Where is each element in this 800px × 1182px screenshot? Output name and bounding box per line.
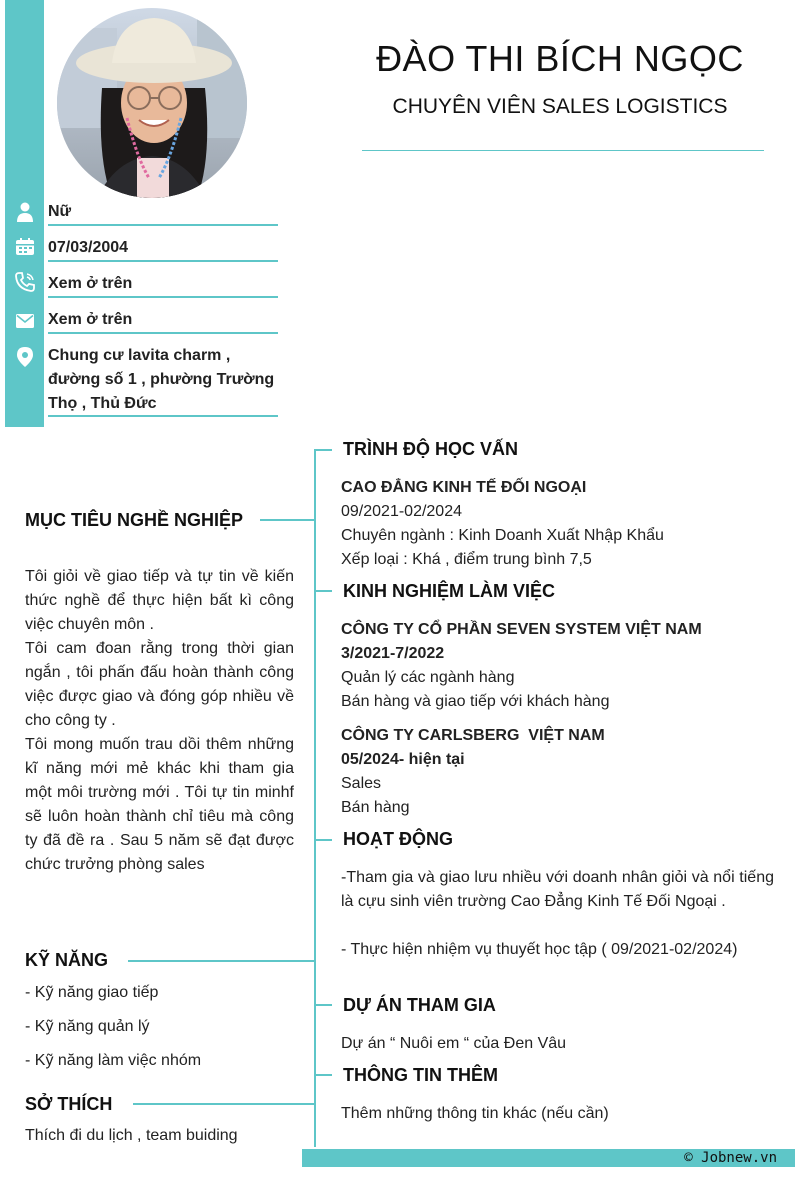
job-company: CÔNG TY CARLSBERG VIỆT NAM	[341, 727, 605, 744]
header-divider	[362, 150, 764, 151]
birthdate-value: 07/03/2004	[48, 239, 129, 256]
connector-education	[314, 449, 332, 451]
connector-additional	[314, 1074, 332, 1076]
education-grade: Xếp loại : Khá , điểm trung bình 7,5	[341, 551, 592, 568]
phone-icon	[14, 271, 36, 293]
job-description: Bán hàng	[341, 799, 410, 816]
experience-title: KINH NGHIỆM LÀM VIỆC	[343, 581, 556, 601]
job-description: Bán hàng và giao tiếp với khách hàng	[341, 693, 610, 710]
candidate-title: CHUYÊN VIÊN SALES LOGISTICS	[392, 95, 728, 118]
job-period: 05/2024- hiện tại	[341, 751, 465, 768]
footer-copyright[interactable]: © Jobnew.vn	[684, 1150, 777, 1166]
education-school: CAO ĐẲNG KINH TẾ ĐỐI NGOẠI	[341, 479, 587, 496]
address-value: Chung cư lavita charm , đường số 1 , phường Trường Thọ , Thủ Đức	[48, 347, 275, 412]
timeline-vertical-line	[314, 449, 316, 1147]
additional-title: THÔNG TIN THÊM	[343, 1065, 498, 1085]
gender-underline	[48, 224, 278, 226]
location-icon	[14, 346, 36, 368]
objective-paragraph-2: Tôi cam đoan rằng trong thời gian ngắn , tôi phấn đấu hoàn thành công việc được giao và đóng góp nhiều về cho công ty .	[25, 640, 294, 729]
job-description: Quản lý các ngành hàng	[341, 669, 515, 686]
hobbies-text: Thích đi du lịch , team buiding	[25, 1127, 238, 1144]
hobbies-title: SỞ THÍCH	[25, 1094, 113, 1114]
person-icon	[14, 201, 36, 223]
job-company: CÔNG TY CỔ PHẦN SEVEN SYSTEM VIỆT NAM	[341, 621, 702, 638]
skills-title: KỸ NĂNG	[25, 950, 109, 970]
birthdate-underline	[48, 260, 278, 262]
address-underline	[48, 415, 278, 417]
profile-photo	[57, 8, 247, 198]
education-title: TRÌNH ĐỘ HỌC VẤN	[343, 439, 518, 459]
job-description: Sales	[341, 775, 382, 792]
calendar-icon	[14, 236, 36, 258]
objective-paragraph-3: Tôi mong muốn trau dồi thêm những kĩ năng mới mẻ khác khi tham gia một môi trường mới . Tôi tự tin minhf sẽ luôn hoàn thành chỉ tiêu mà công ty đã đề ra . Sau 5 năm sẽ đạt được chức trưởng phòng sales	[25, 736, 294, 873]
profile-photo-illustration	[57, 8, 247, 198]
activities-title: HOẠT ĐỘNG	[343, 829, 453, 849]
connector-activities	[314, 839, 332, 841]
skill-item: - Kỹ năng làm việc nhóm	[25, 1052, 202, 1069]
objective-paragraph-1: Tôi giỏi về giao tiếp và tự tin về kiến thức nghề để thực hiện bất kì công việc chuyên môn .	[25, 568, 294, 633]
activities-text-1: -Tham gia và giao lưu nhiều với doanh nhân giỏi và nổi tiếng là cựu sinh viên trường Cao Đẳng Kinh Tế Đối Ngoại .	[341, 869, 774, 910]
skill-item: - Kỹ năng giao tiếp	[25, 984, 159, 1001]
gender-value: Nữ	[48, 203, 72, 220]
email-underline	[48, 332, 278, 334]
footer-bar	[302, 1149, 795, 1167]
education-period: 09/2021-02/2024	[341, 503, 462, 520]
candidate-name: ĐÀO THI BÍCH NGỌC	[376, 38, 744, 79]
connector-objective	[260, 519, 316, 521]
education-major: Chuyên ngành : Kinh Doanh Xuất Nhập Khẩu	[341, 527, 664, 544]
phone-value: Xem ở trên	[48, 275, 133, 292]
email-value: Xem ở trên	[48, 311, 133, 328]
projects-text: Dự án “ Nuôi em “ của Đen Vâu	[341, 1035, 567, 1052]
objective-title: MỤC TIÊU NGHỀ NGHIỆP	[25, 510, 244, 530]
additional-text: Thêm những thông tin khác (nếu cần)	[341, 1105, 609, 1122]
job-period: 3/2021-7/2022	[341, 645, 445, 662]
connector-skills	[128, 960, 316, 962]
skill-item: - Kỹ năng quản lý	[25, 1018, 150, 1035]
phone-underline	[48, 296, 278, 298]
projects-title: DỰ ÁN THAM GIA	[343, 995, 496, 1015]
mail-icon	[14, 310, 36, 332]
connector-hobbies	[133, 1103, 316, 1105]
activities-text-2: - Thực hiện nhiệm vụ thuyết học tập ( 09/2021-02/2024)	[341, 941, 738, 958]
connector-experience	[314, 590, 332, 592]
connector-projects	[314, 1004, 332, 1006]
